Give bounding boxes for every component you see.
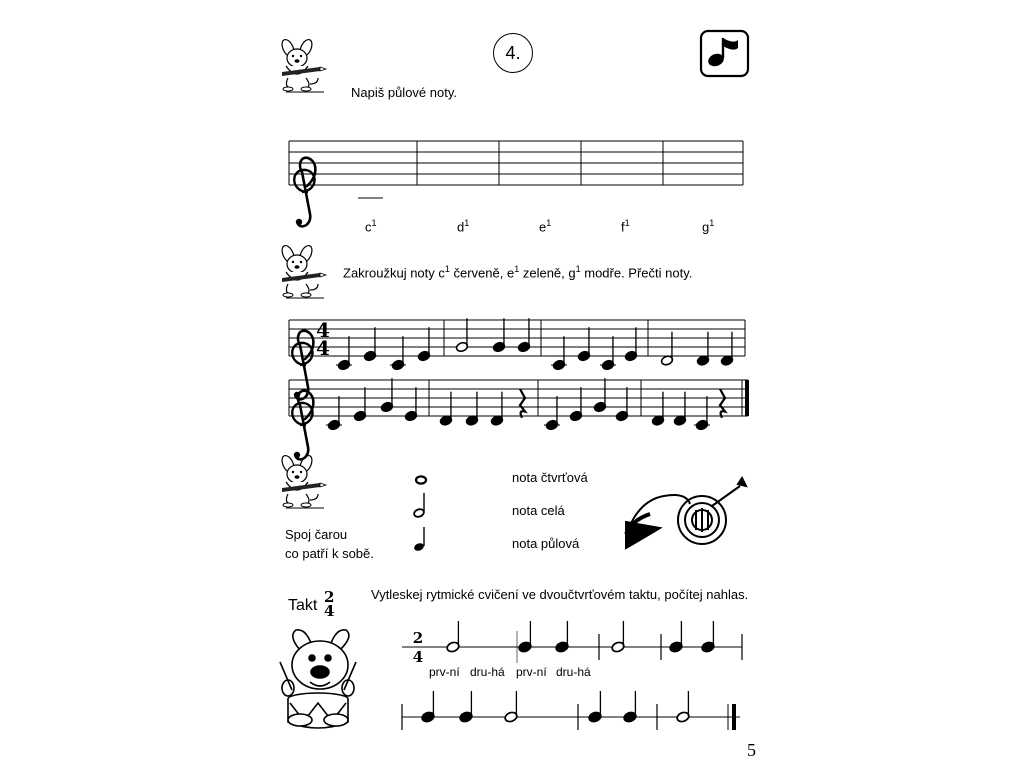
rhythm-time-signature-bottom: 4: [412, 648, 424, 666]
time-signature-bottom: 4: [316, 336, 330, 360]
takt-time-signature: 2 4: [324, 588, 335, 620]
time-signature-top: 4: [316, 318, 330, 342]
exercise3-instruction-line1: Spoj čarou: [285, 527, 348, 542]
treble-clef-icon: [294, 158, 315, 227]
treble-clef-icon: [292, 391, 313, 460]
french-horn-icon: [626, 478, 746, 548]
dog-with-pencil-icon: [280, 454, 326, 508]
exercise2-staff-line2: [289, 378, 749, 459]
note-name-whole: nota celá: [512, 503, 565, 518]
syllable-2: dru-há: [470, 665, 505, 679]
rhythm-line-2: [402, 691, 740, 730]
quarter-rest: [720, 389, 725, 418]
note-name-half: nota půlová: [512, 536, 580, 551]
takt-label: Takt: [288, 597, 318, 614]
note-label: $c^1$: [365, 218, 377, 235]
page-number: 5: [747, 740, 756, 760]
note-label: $f^1$: [621, 218, 630, 235]
note-label: $d^1$: [457, 218, 470, 235]
quarter-note-logo-icon: [701, 31, 748, 76]
quarter-rest: [520, 389, 525, 418]
dog-with-pencil-icon: [280, 244, 326, 298]
note-label: $g^1$: [702, 218, 715, 235]
syllable-4: dru-há: [556, 665, 591, 679]
exercise1-instruction: Napiš půlové noty.: [351, 85, 457, 100]
exercise3-instruction-line2: co patří k sobě.: [285, 546, 374, 561]
dog-with-drum-icon: [280, 630, 356, 728]
quarter-note-symbol: [413, 527, 425, 552]
whole-note-symbol: [416, 476, 426, 483]
syllable-1: prv-ní: [429, 665, 460, 679]
lesson-number: 4.: [493, 33, 533, 73]
note-label: $e^1$: [539, 218, 552, 235]
rhythm-time-signature-top: 2: [412, 629, 424, 647]
exercise1-staff: [289, 141, 743, 226]
rhythm-line-1: [402, 621, 742, 666]
exercise4-instruction: Vytleskej rytmické cvičení ve dvoučtvrťovém taktu, počítej nahlas.: [371, 587, 749, 602]
note-name-quarter: nota čtvrťová: [512, 470, 588, 485]
exercise2-staff-line1: [289, 318, 745, 399]
dog-with-pencil-icon: [280, 38, 326, 92]
exercise2-instruction: Zakroužkuj noty $c^1$ červeně, $e^1$ zeleně, $g^1$ modře. Přečti noty.: [343, 264, 693, 281]
syllable-3: prv-ní: [516, 665, 547, 679]
half-note-symbol: [413, 493, 425, 518]
